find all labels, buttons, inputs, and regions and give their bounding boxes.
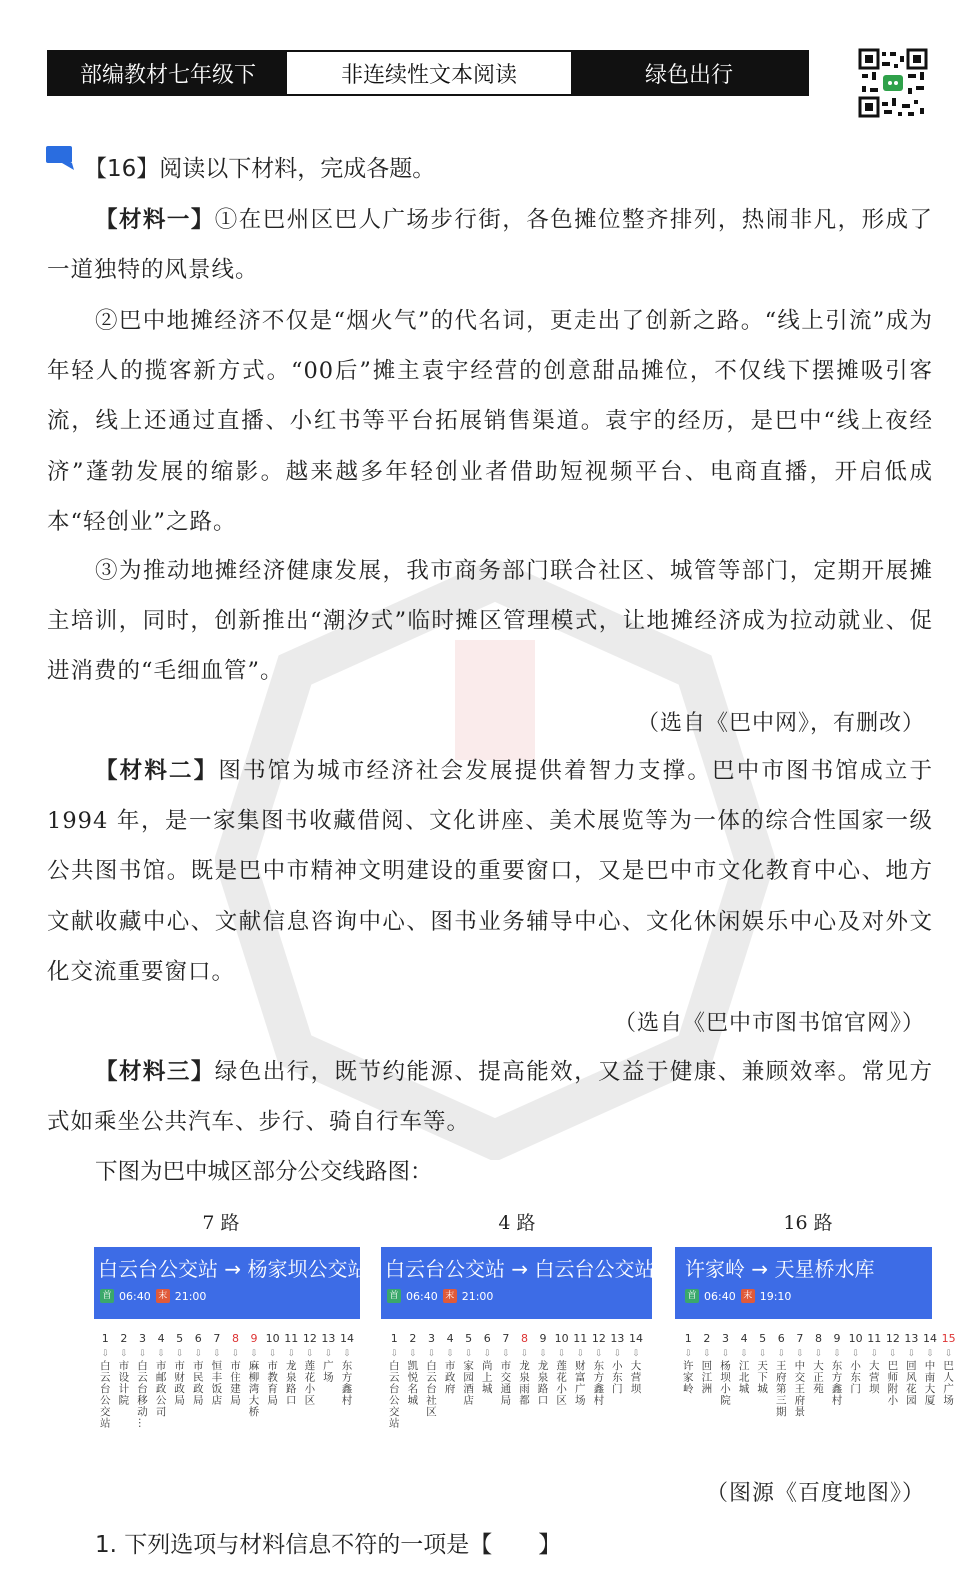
bus-stop (115, 1332, 134, 1429)
bus-stop-name: 市交通局 (499, 1360, 512, 1406)
bus-stop-name: 麻柳湾大桥 (247, 1360, 260, 1418)
down-arrow-icon: ⇩ (520, 1349, 529, 1359)
bus-stop-name: 大营坝 (629, 1360, 642, 1395)
bus-stop (846, 1332, 865, 1418)
bus-stop-number: 6 (483, 1332, 491, 1345)
bus-stop (772, 1332, 791, 1418)
down-arrow-icon: ⇩ (684, 1349, 693, 1359)
bus-stop-number: 10 (848, 1332, 863, 1345)
bus-stop (152, 1332, 171, 1429)
bus-stop-name: 市住建局 (228, 1360, 241, 1406)
route-4-first-time: 06:40 (406, 1289, 438, 1303)
down-arrow-icon: ⇩ (703, 1349, 711, 1359)
bus-stop-name: 市教育局 (266, 1360, 279, 1406)
bus-stop-name: 东方鑫村 (830, 1360, 843, 1406)
bus-stop (385, 1332, 404, 1429)
bus-stop-number: 1 (390, 1332, 398, 1345)
down-arrow-icon: ⇩ (632, 1349, 640, 1359)
bus-stop-name: 尚上城 (480, 1360, 493, 1395)
bus-stop-name: 大正苑 (811, 1360, 824, 1395)
bus-stop-number: 8 (520, 1332, 528, 1345)
bus-stop-name: 市邮政公司 (154, 1360, 167, 1418)
down-arrow-icon: ⇩ (287, 1349, 295, 1359)
last-bus-tag: 末 (156, 1289, 170, 1303)
bus-stop-name: 市设计院 (117, 1360, 130, 1406)
bus-stop-number: 3 (427, 1332, 435, 1345)
bus-stop (245, 1332, 264, 1429)
bus-stop-name: 白云台移动… (135, 1360, 148, 1429)
bus-stop-name: 莲花小区 (555, 1360, 568, 1406)
bus-stop (902, 1332, 921, 1418)
route-16-card (675, 1247, 932, 1319)
down-arrow-icon: ⇩ (175, 1349, 184, 1359)
bus-stop (884, 1332, 903, 1418)
down-arrow-icon: ⇩ (231, 1349, 240, 1359)
bus-stop-name: 杨坝小院 (718, 1360, 731, 1406)
bus-stop-number: 5 (176, 1332, 184, 1345)
bus-stop-number: 4 (446, 1332, 454, 1345)
bus-stop-number: 8 (231, 1332, 239, 1345)
material2-para (47, 746, 933, 997)
bus-stop (226, 1332, 245, 1429)
bus-stop-number: 13 (610, 1332, 625, 1345)
down-arrow-icon: ⇩ (101, 1349, 110, 1359)
bus-stop-number: 14 (629, 1332, 644, 1345)
bus-stop (939, 1332, 958, 1418)
bus-stop-number: 9 (250, 1332, 258, 1345)
last-bus-tag: 末 (741, 1289, 755, 1303)
down-arrow-icon: ⇩ (870, 1349, 878, 1359)
down-arrow-icon: ⇩ (157, 1349, 165, 1359)
down-arrow-icon: ⇩ (446, 1349, 454, 1359)
down-arrow-icon: ⇩ (721, 1349, 730, 1359)
route-7-last-time: 21:00 (174, 1289, 207, 1303)
down-arrow-icon: ⇩ (907, 1349, 916, 1359)
bus-stop (338, 1332, 357, 1429)
down-arrow-icon: ⇩ (427, 1349, 436, 1359)
bus-stop (921, 1332, 940, 1418)
bus-stop-number: 12 (885, 1332, 900, 1345)
down-arrow-icon: ⇩ (576, 1349, 584, 1359)
header-theme: 绿色出行 (571, 52, 807, 94)
bus-stop-number: 6 (777, 1332, 785, 1345)
bus-stop (735, 1332, 754, 1418)
bus-stop (809, 1332, 828, 1418)
down-arrow-icon: ⇩ (138, 1349, 147, 1359)
bus-stop-name: 市民政局 (191, 1360, 204, 1406)
header-topic: 非连续性文本阅读 (287, 52, 571, 94)
route-16-first-time: 06:40 (704, 1289, 736, 1303)
down-arrow-icon: ⇩ (889, 1349, 897, 1359)
bus-stop (497, 1332, 516, 1429)
bus-stop (679, 1332, 698, 1418)
bus-stop (170, 1332, 189, 1429)
first-bus-tag: 首 (685, 1289, 699, 1303)
material2-text: 图书馆为城市经济社会发展提供着智力支撑。巴中市图书馆成立于 1994 年，是一家集图书收藏借阅、文化讲座、美术展览等为一体的综合性国家一级公共图书馆。既是巴中市精神文明建设的重要窗口，又是巴中市文化教育中心、地方文献收藏中心、文献信息咨询中心、图书业务辅导中心、文化休闲娱乐中心及对外文化交流重要窗口。 (47, 758, 933, 985)
material3-label: 【材料三】 (95, 1059, 215, 1085)
route-16-last-time: 19:10 (759, 1289, 792, 1303)
down-arrow-icon: ⇩ (213, 1349, 221, 1359)
material1-para3: ③为推动地摊经济健康发展，我市商务部门联合社区、城管等部门，定期开展摊主培训，同时，创新推出“潮汐式”临时摊区管理模式，让地摊经济成为拉动就业、促进消费的“毛细血管”。 (47, 558, 933, 685)
bus-stop (515, 1332, 534, 1429)
bus-stop (552, 1332, 571, 1429)
down-arrow-icon: ⇩ (390, 1349, 399, 1359)
down-arrow-icon: ⇩ (539, 1349, 547, 1359)
bus-stop-number: 6 (194, 1332, 202, 1345)
down-arrow-icon: ⇩ (926, 1349, 934, 1359)
route-7-card (94, 1247, 368, 1319)
bus-stop-name: 白云台公交站 (387, 1360, 400, 1429)
bus-stop-name: 龙泉路口 (284, 1360, 297, 1406)
down-arrow-icon: ⇩ (120, 1349, 128, 1359)
route-7-stops (96, 1332, 356, 1429)
bus-stop-number: 5 (465, 1332, 473, 1345)
route-4-stops (385, 1332, 645, 1429)
route-4-card (381, 1247, 655, 1319)
route-4-times (387, 1289, 493, 1303)
material1-para2: ②巴中地摊经济不仅是“烟火气”的代名词，更走出了创新之路。“线上引流”成为年轻人的揽客新方式。“00后”摊主袁宇经营的创意甜品摊位，不仅线下摆摊吸引客流，线上还通过直播、小红书等平台拓展销售渠道。袁宇的经历，是巴中“线上夜经济”蓬勃发展的缩影。越来越多年轻创业者借助短视频平台、电商直播，开启低成本“轻创业”之路。 (47, 308, 933, 535)
bus-stop (133, 1332, 152, 1429)
route-16-times (685, 1289, 791, 1303)
chat-bubble-icon (46, 146, 76, 170)
material2-source: （选自《巴中市图书馆官网》） (613, 1011, 925, 1036)
bus-stop-number: 7 (502, 1332, 510, 1345)
bus-stop-number: 7 (213, 1332, 221, 1345)
bus-stop-name: 莲花小区 (303, 1360, 316, 1406)
bus-stop-name: 恒丰饭店 (210, 1360, 223, 1406)
bus-stop (96, 1332, 115, 1429)
bus-stop-name: 巴师附小 (886, 1360, 899, 1406)
down-arrow-icon: ⇩ (483, 1349, 492, 1359)
route-4-last-time: 21:00 (461, 1289, 494, 1303)
bus-stop (534, 1332, 553, 1429)
down-arrow-icon: ⇩ (595, 1349, 603, 1359)
bus-stop-name: 龙泉路口 (536, 1360, 549, 1406)
qr-code-icon[interactable] (858, 48, 928, 118)
down-arrow-icon: ⇩ (194, 1349, 203, 1359)
bus-map-title: 下图为巴中城区部分公交线路图： (95, 1159, 433, 1185)
route-7-name: 7 路 (202, 1212, 240, 1234)
bus-stop-number: 12 (591, 1332, 606, 1345)
bus-stop-number: 2 (120, 1332, 128, 1345)
down-arrow-icon: ⇩ (409, 1349, 417, 1359)
map-source: （图源《百度地图》） (705, 1481, 925, 1506)
bus-stop-number: 2 (409, 1332, 417, 1345)
bus-stop-number: 1 (101, 1332, 109, 1345)
bus-stop-number: 14 (923, 1332, 938, 1345)
bus-stop-name: 小东门 (849, 1360, 862, 1395)
down-arrow-icon: ⇩ (324, 1349, 333, 1359)
header-grade: 部编教材七年级下 (49, 52, 287, 94)
route-7-first-time: 06:40 (119, 1289, 151, 1303)
bus-stop (189, 1332, 208, 1429)
bus-stop-number: 13 (321, 1332, 336, 1345)
bus-stop (319, 1332, 338, 1429)
bus-stop (282, 1332, 301, 1429)
bus-stop-number: 4 (740, 1332, 748, 1345)
bus-stop-number: 3 (138, 1332, 146, 1345)
bus-stop-name: 许家岭 (681, 1360, 694, 1395)
down-arrow-icon: ⇩ (944, 1349, 953, 1359)
bus-stop-number: 2 (703, 1332, 711, 1345)
bus-stop-name: 王府第三期 (774, 1360, 787, 1418)
bus-stop-number: 13 (904, 1332, 919, 1345)
bus-stop-name: 东方鑫村 (592, 1360, 605, 1406)
question-title: 【16】阅读以下材料，完成各题。 (84, 156, 436, 182)
bus-stop (716, 1332, 735, 1418)
route-16-name: 16 路 (783, 1212, 833, 1234)
bus-stop-name: 市政府 (443, 1360, 456, 1395)
first-bus-tag: 首 (100, 1289, 114, 1303)
down-arrow-icon: ⇩ (796, 1349, 804, 1359)
down-arrow-icon: ⇩ (502, 1349, 510, 1359)
bus-stop (590, 1332, 609, 1429)
bus-stop (753, 1332, 772, 1418)
bus-stop-name: 小东门 (610, 1360, 623, 1395)
bus-stop (459, 1332, 478, 1429)
bus-stop-number: 10 (265, 1332, 280, 1345)
down-arrow-icon: ⇩ (268, 1349, 277, 1359)
down-arrow-icon: ⇩ (740, 1349, 748, 1359)
bus-stop-number: 14 (340, 1332, 355, 1345)
material1-para1 (47, 195, 933, 295)
route-16-stops (679, 1332, 958, 1418)
last-bus-tag: 末 (443, 1289, 457, 1303)
bus-stop (791, 1332, 810, 1418)
bus-stop-number: 3 (721, 1332, 729, 1345)
route-4-direction: 白云台公交站 → 白云台公交站 (385, 1257, 655, 1281)
header-bar (47, 50, 809, 96)
route-7-direction: 白云台公交站 → 杨家坝公交站 (98, 1257, 368, 1281)
bus-stop-name: 财富广场 (573, 1360, 586, 1406)
bus-stop-number: 10 (554, 1332, 569, 1345)
bus-stop-name: 家园酒店 (462, 1360, 475, 1406)
bus-stop (441, 1332, 460, 1429)
bus-stop-number: 9 (833, 1332, 841, 1345)
bus-stop (478, 1332, 497, 1429)
down-arrow-icon: ⇩ (758, 1349, 767, 1359)
bus-stop (865, 1332, 884, 1418)
bus-stop (698, 1332, 717, 1418)
route-4-name: 4 路 (498, 1212, 536, 1234)
bus-stop-number: 8 (814, 1332, 822, 1345)
bus-stop-number: 11 (573, 1332, 588, 1345)
down-arrow-icon: ⇩ (250, 1349, 258, 1359)
down-arrow-icon: ⇩ (833, 1349, 841, 1359)
route-16-direction: 许家岭 → 天星桥水库 (685, 1257, 875, 1281)
bus-stop (404, 1332, 423, 1429)
down-arrow-icon: ⇩ (306, 1349, 314, 1359)
bus-stop-name: 回江洲 (700, 1360, 713, 1395)
bus-stop-number: 11 (284, 1332, 299, 1345)
down-arrow-icon: ⇩ (464, 1349, 473, 1359)
down-arrow-icon: ⇩ (343, 1349, 351, 1359)
down-arrow-icon: ⇩ (613, 1349, 622, 1359)
bus-stop-number: 5 (759, 1332, 767, 1345)
bus-stop (828, 1332, 847, 1418)
bus-stop-name: 天下城 (756, 1360, 769, 1395)
bus-stop (263, 1332, 282, 1429)
down-arrow-icon: ⇩ (557, 1349, 566, 1359)
bus-stop-number: 7 (796, 1332, 804, 1345)
bus-stop-name: 白云台社区 (424, 1360, 437, 1418)
first-bus-tag: 首 (387, 1289, 401, 1303)
bus-stop (608, 1332, 627, 1429)
bus-stop-name: 中交王府景 (793, 1360, 806, 1418)
material3-para (47, 1047, 933, 1147)
bus-stop-name: 东方鑫村 (340, 1360, 353, 1406)
bus-stop-name: 市财政局 (173, 1360, 186, 1406)
material1-source: （选自《巴中网》，有删改） (636, 711, 925, 736)
bus-stop-name: 中南大厦 (923, 1360, 936, 1406)
question-1: 1. 下列选项与材料信息不符的一项是【 】 (95, 1532, 562, 1558)
down-arrow-icon: ⇩ (814, 1349, 823, 1359)
bus-stop-name: 龙泉雨都 (517, 1360, 530, 1406)
down-arrow-icon: ⇩ (777, 1349, 786, 1359)
bus-stop-name: 凯悦名城 (406, 1360, 419, 1406)
bus-stop (422, 1332, 441, 1429)
bus-stop-number: 12 (302, 1332, 317, 1345)
bus-stop-name: 白云台公交站 (98, 1360, 111, 1429)
bus-stop (208, 1332, 227, 1429)
material1-label: 【材料一】 (95, 207, 215, 233)
bus-stop (627, 1332, 646, 1429)
down-arrow-icon: ⇩ (851, 1349, 860, 1359)
bus-stop-number: 4 (157, 1332, 165, 1345)
bus-stop-name: 巴人广场 (942, 1360, 955, 1406)
bus-stop-name: 江北城 (737, 1360, 750, 1395)
material1-text1: ①在巴州区巴人广场步行街，各色摊位整齐排列，热闹非凡，形成了一道独特的风景线。 (47, 207, 933, 284)
bus-stop (301, 1332, 320, 1429)
material3-text: 绿色出行，既节约能源、提高能效，又益于健康、兼顾效率。常见方式如乘坐公共汽车、步行、骑自行车等。 (47, 1059, 933, 1136)
bus-stop-number: 1 (684, 1332, 692, 1345)
bus-stop-name: 大营坝 (867, 1360, 880, 1395)
bus-stop (571, 1332, 590, 1429)
bus-stop-number: 11 (867, 1332, 882, 1345)
bus-stop-number: 9 (539, 1332, 547, 1345)
bus-stop-name: 回风花园 (904, 1360, 917, 1406)
route-7-times (100, 1289, 206, 1303)
bus-stop-number: 15 (941, 1332, 956, 1345)
material2-label: 【材料二】 (95, 758, 219, 784)
bus-stop-name: 广场 (321, 1360, 334, 1383)
